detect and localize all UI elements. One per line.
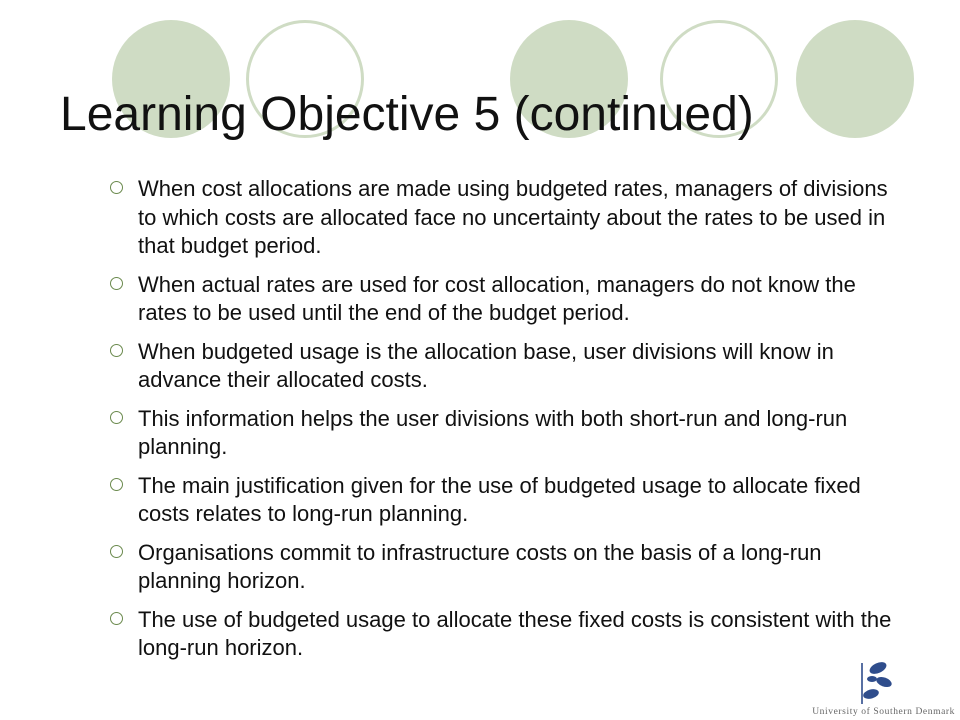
bullet-item (110, 271, 910, 328)
bullet-item (110, 338, 910, 395)
hollow-circle-icon (110, 181, 123, 194)
hollow-circle-icon (110, 411, 123, 424)
bullet-item (110, 606, 910, 663)
bullet-text: Organisations commit to infrastructure costs on the basis of a long-run planning horizon. (138, 539, 822, 593)
bullet-text: The main justification given for the use of budgeted usage to allocate fixed costs relates to long-run planning. (138, 472, 861, 526)
hollow-circle-icon (110, 612, 123, 625)
bullet-text: When budgeted usage is the allocation base, user divisions will know in advance their allocated costs. (138, 338, 834, 392)
hollow-circle-icon (110, 478, 123, 491)
bullet-item (110, 472, 910, 529)
bullet-text: This information helps the user divisions with both short-run and long-run planning. (138, 405, 848, 459)
leaf-cluster-icon (844, 660, 900, 706)
bullet-text: When actual rates are used for cost allocation, managers do not know the rates to be used until the end of the budget period. (138, 271, 856, 325)
bullet-text: When cost allocations are made using budgeted rates, managers of divisions to which costs are allocated face no uncertainty about the rates to be used in that budget period. (138, 176, 888, 258)
bullet-item (110, 539, 910, 596)
university-logo (790, 660, 955, 720)
logo-text: University of Southern Denmark (812, 707, 955, 717)
hollow-circle-icon (110, 545, 123, 558)
decor-circle (796, 20, 914, 138)
bullet-list (110, 175, 910, 673)
bullet-text: The use of budgeted usage to allocate these fixed costs is consistent with the long-run horizon. (138, 606, 892, 660)
hollow-circle-icon (110, 277, 123, 290)
slide-title: Learning Objective 5 (continued) (60, 88, 754, 141)
bullet-item (110, 405, 910, 462)
bullet-item (110, 175, 910, 261)
hollow-circle-icon (110, 344, 123, 357)
